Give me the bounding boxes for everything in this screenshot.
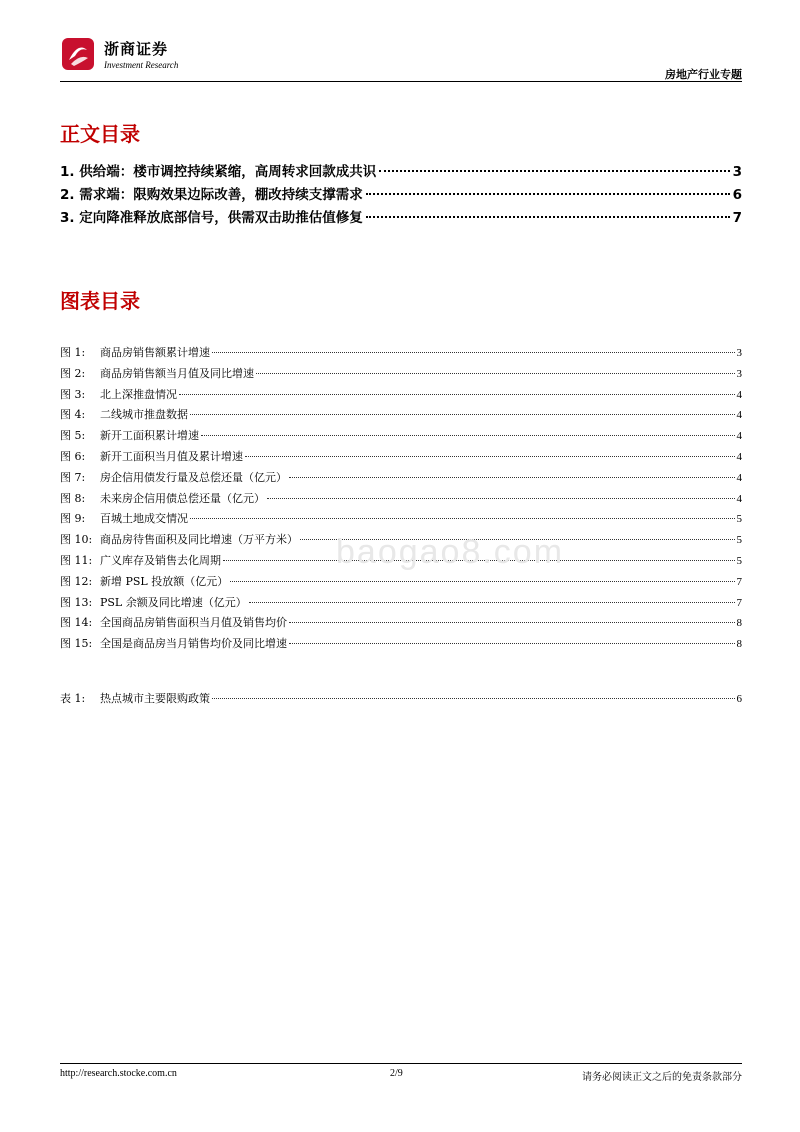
- dot-leader: [379, 170, 729, 172]
- figure-entry-number: 图 2:: [60, 366, 86, 380]
- figure-entry-page: 4: [736, 409, 742, 422]
- toc-entry-number: 1.: [60, 164, 75, 180]
- dot-leader: [289, 643, 735, 644]
- figure-entry-page: 8: [736, 638, 742, 651]
- figure-entry-text: 新增 PSL 投放额（亿元）: [100, 574, 229, 588]
- toc-entry-page: 7: [732, 210, 742, 226]
- toc-entry-page: 3: [732, 164, 742, 180]
- figure-entry-page: 5: [736, 513, 742, 526]
- figure-entry-page: 3: [736, 347, 742, 359]
- figure-entry[interactable]: [60, 690, 742, 711]
- figure-entry-number: 图 3:: [60, 387, 86, 401]
- figure-entry[interactable]: [60, 635, 742, 656]
- figure-entry[interactable]: [60, 386, 742, 407]
- dot-leader: [230, 581, 734, 582]
- figure-entry-text: 百城土地成交情况: [100, 512, 188, 526]
- figure-entry-page: 4: [736, 450, 742, 463]
- brand-name: 浙商证券: [104, 40, 169, 58]
- figure-entry-number: 表 1:: [60, 692, 86, 705]
- toc-entry-text: 定向降准释放底部信号，供需双击助推估值修复: [79, 210, 363, 226]
- figure-entry-text: 热点城市主要限购政策: [100, 692, 210, 705]
- brand-subtitle: Investment Research: [104, 60, 179, 70]
- main-toc: [60, 160, 742, 229]
- dot-leader: [190, 414, 735, 415]
- dot-leader: [201, 435, 735, 436]
- dot-leader: [190, 518, 735, 519]
- figure-entry-number: 图 6:: [60, 449, 86, 463]
- figure-entry-text: 新开工面积当月值及累计增速: [100, 449, 243, 463]
- figure-entry-page: 5: [736, 554, 742, 567]
- figure-entry-number: 图 15:: [60, 637, 93, 651]
- figure-entry[interactable]: [60, 469, 742, 490]
- page-header: [60, 36, 742, 84]
- figure-entry-text: 商品房销售额累计增速: [100, 346, 210, 359]
- figure-entry-text: 商品房待售面积及同比增速（万平方米）: [100, 533, 298, 547]
- figure-entry-text: 未来房企信用债总偿还量（亿元）: [100, 491, 265, 505]
- figure-entry-page: 4: [736, 430, 742, 443]
- main-toc-title: 正文目录: [60, 122, 140, 146]
- figure-entry-number: 图 14:: [60, 616, 93, 630]
- figure-entry-number: 图 10:: [60, 533, 93, 547]
- footer-page-indicator: 2/9: [390, 1068, 403, 1079]
- table-toc: [60, 690, 742, 711]
- figure-entry-page: 4: [736, 471, 742, 484]
- figure-entry-text: 广义库存及销售去化周期: [100, 553, 221, 567]
- header-divider: [60, 81, 742, 82]
- dot-leader: [212, 352, 735, 353]
- figure-entry-number: 图 5:: [60, 429, 86, 443]
- figure-entry[interactable]: [60, 594, 742, 615]
- dot-leader: [289, 622, 735, 623]
- figure-entry-number: 图 9:: [60, 512, 86, 526]
- toc-entry-number: 2.: [60, 187, 75, 203]
- dot-leader: [245, 456, 735, 457]
- figure-entry-page: 7: [736, 596, 742, 609]
- toc-entry-text: 需求端：限购效果边际改善，棚改持续支撑需求: [79, 187, 363, 203]
- figure-entry-text: 北上深推盘情况: [100, 387, 177, 401]
- figure-entry-number: 图 13:: [60, 595, 93, 609]
- figure-entry[interactable]: [60, 427, 742, 448]
- dot-leader: [249, 602, 735, 603]
- figure-entry-text: 房企信用债发行量及总偿还量（亿元）: [100, 470, 287, 484]
- figure-entry[interactable]: [60, 490, 742, 511]
- figure-entry-text: PSL 余额及同比增速（亿元）: [100, 595, 247, 609]
- dot-leader: [366, 216, 730, 218]
- figure-entry-page: 5: [736, 534, 742, 547]
- toc-entry-text: 供给端：楼市调控持续紧缩，高周转求回款成共识: [79, 164, 377, 180]
- figure-toc-title: 图表目录: [60, 289, 140, 313]
- figure-entry[interactable]: [60, 573, 742, 594]
- dot-leader: [256, 373, 735, 374]
- figure-entry-text: 全国是商品房当月销售均价及同比增速: [100, 637, 287, 651]
- figure-entry[interactable]: [60, 344, 742, 365]
- dot-leader: [289, 477, 735, 478]
- figure-entry[interactable]: [60, 448, 742, 469]
- figure-entry[interactable]: [60, 406, 742, 427]
- figure-entry[interactable]: [60, 614, 742, 635]
- figure-entry-page: 7: [736, 575, 742, 588]
- figure-entry-page: 8: [736, 617, 742, 630]
- figure-entry-page: 4: [736, 388, 742, 401]
- figure-entry-number: 图 1:: [60, 346, 86, 359]
- toc-entry[interactable]: [60, 160, 742, 183]
- toc-entry[interactable]: [60, 183, 742, 206]
- figure-entry-page: 6: [736, 693, 742, 705]
- footer-url-link[interactable]: http://research.stocke.com.cn: [60, 1068, 177, 1079]
- toc-entry[interactable]: [60, 206, 742, 229]
- brand-block: [104, 38, 178, 70]
- figure-entry-number: 图 8:: [60, 491, 86, 505]
- figure-entry-number: 图 7:: [60, 470, 86, 484]
- figure-entry-page: 3: [736, 367, 742, 380]
- figure-entry-text: 商品房销售额当月值及同比增速: [100, 366, 254, 380]
- figure-entry-text: 全国商品房销售面积当月值及销售均价: [100, 616, 287, 630]
- figure-entry-page: 4: [736, 492, 742, 505]
- industry-label: 房地产行业专题: [665, 68, 742, 81]
- dot-leader: [179, 394, 735, 395]
- footer-disclaimer: 请务必阅读正文之后的免责条款部分: [582, 1072, 742, 1083]
- dot-leader: [212, 698, 735, 699]
- figure-entry[interactable]: [60, 365, 742, 386]
- figure-entry[interactable]: [60, 510, 742, 531]
- dot-leader: [366, 193, 730, 195]
- toc-entry-number: 3.: [60, 210, 75, 226]
- figure-entry-number: 图 4:: [60, 408, 86, 422]
- footer-divider: [60, 1063, 742, 1064]
- figure-entry-number: 图 12:: [60, 574, 93, 588]
- toc-entry-page: 6: [732, 187, 742, 203]
- figure-entry-text: 二线城市推盘数据: [100, 408, 188, 422]
- watermark: baogao8.com: [336, 533, 565, 571]
- company-logo: [60, 36, 96, 72]
- figure-toc: [60, 344, 742, 656]
- dot-leader: [267, 498, 735, 499]
- figure-entry-number: 图 11:: [60, 553, 93, 567]
- figure-entry-text: 新开工面积累计增速: [100, 429, 199, 443]
